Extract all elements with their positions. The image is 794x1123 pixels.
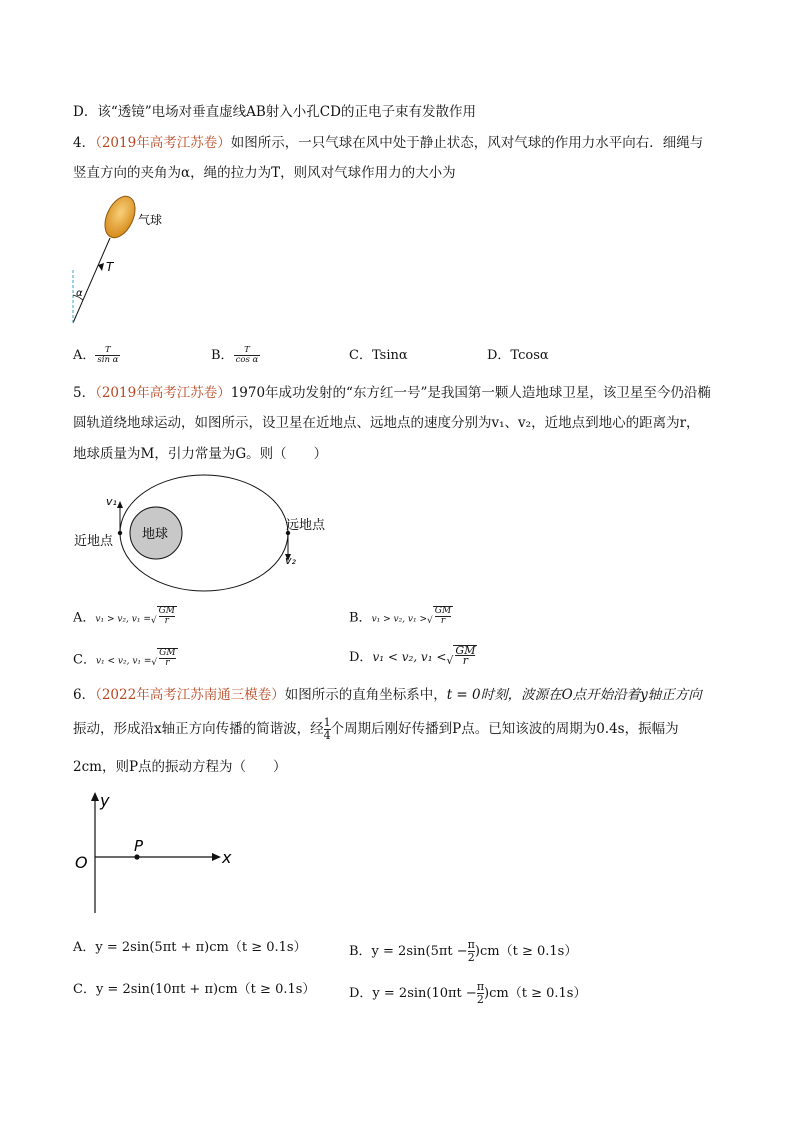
q6-source: （2022年高考江苏南通三模卷） — [95, 687, 285, 703]
balloon-shape — [99, 195, 141, 242]
q5-orbit-figure — [70, 472, 340, 597]
tension-label: T — [106, 260, 114, 274]
q6-option-c[interactable]: C．y = 2sin(10πt + π)cm（t ≥ 0.1s） — [73, 982, 316, 997]
q4-option-c[interactable]: C．Tsinα — [349, 348, 408, 363]
q6-option-b[interactable]: B．y = 2sin(5πt − $\frac{\pi}{2}$ )cm（t ≥ 0.1s） — [349, 938, 578, 964]
v1-label: v₁ — [106, 495, 117, 508]
point-p — [134, 854, 139, 859]
q5-option-b[interactable]: B．v₁ > v₂, v₁ >√ $\frac{GM}{r}$ — [349, 606, 452, 626]
q4-source: （2019年高考江苏卷） — [95, 135, 231, 151]
q5-stem-line2: 圆轨道绕地球运动，如图所示，设卫星在近地点、远地点的速度分别为v₁、v₂，近地点到地心的距离为r， — [73, 415, 700, 431]
q6-stem-line2: 振动，形成沿x轴正方向传播的简谐波，经 $\frac{1}{4}$ 个周期后刚好传播到P点。已知该波的周期为0.4s，振幅为 — [73, 716, 679, 742]
q6-option-d[interactable]: D．y = 2sin(10πt − $\frac{\pi}{2}$ )cm（t ≥ 0.1s） — [349, 980, 587, 1006]
q4-option-b[interactable]: B． $\frac{T}{\text{cos α}}$ — [211, 345, 259, 365]
q5-stem-line1: 5．（2019年高考江苏卷）1970年成功发射的“东方红一号”是我国第一颗人造地球卫星，该卫星至今仍沿椭 — [73, 385, 711, 401]
q5-option-d[interactable]: D．v₁ < v₂, v₁ <√ $\frac{GM}{r}$ — [349, 644, 476, 667]
q6-axis-figure — [70, 788, 240, 918]
rope-line — [73, 238, 110, 323]
q5-option-a[interactable]: A．v₁ > v₂, v₁ =√ $\frac{GM}{r}$ — [73, 606, 176, 626]
q3-option-d: D．该“透镜”电场对垂直虚线AB射入小孔CD的正电子束有发散作用 — [73, 104, 476, 120]
q4-option-a[interactable]: A． $\frac{T}{\text{sin α}}$ — [73, 345, 119, 365]
y-axis-label: y — [100, 791, 110, 810]
q4-balloon-figure — [68, 195, 178, 330]
q4-stem-line1 — [73, 134, 703, 152]
q4-option-d[interactable]: D．Tcosα — [487, 348, 549, 363]
q4-a-fraction: $\frac{T}{\text{sin α}}$ — [97, 345, 119, 365]
angle-label: α — [76, 288, 83, 299]
origin-label: O — [75, 853, 88, 872]
q6-stem-line1: 6．（2022年高考江苏南通三模卷）如图所示的直角坐标系中，t = 0时刻，波源在O点开始沿着y轴正方向 — [73, 687, 702, 703]
earth-label: 地球 — [142, 527, 169, 542]
v2-label: v₂ — [285, 554, 296, 567]
apogee-label: 远地点 — [286, 518, 326, 533]
q6-stem-line3: 2cm，则P点的振动方程为（ ） — [73, 759, 287, 775]
q6-quarter-fraction: $\frac{1}{4}$ — [323, 716, 331, 742]
q5-source: （2019年高考江苏卷） — [95, 385, 231, 401]
q4-text-1: 如图所示，一只气球在风中处于静止状态，风对气球的作用力水平向右．细绳与 — [230, 135, 704, 151]
q5-stem-line3: 地球质量为M，引力常量为G。则（ ） — [73, 446, 328, 462]
q4-number: 4． — [73, 135, 96, 151]
q6-option-a[interactable]: A．y = 2sin(5πt + π)cm（t ≥ 0.1s） — [73, 940, 307, 955]
x-axis-label: x — [222, 848, 232, 867]
balloon-label: 气球 — [138, 213, 163, 227]
q4-stem-line2: 竖直方向的夹角为α，绳的拉力为T，则风对气球作用力的大小为 — [73, 165, 456, 181]
q5-option-c[interactable]: C．v₁ < v₂, v₁ =√ $\frac{GM}{r}$ — [73, 648, 176, 668]
q4-b-fraction: $\frac{T}{\text{cos α}}$ — [235, 345, 259, 365]
perigee-label: 近地点 — [74, 534, 114, 549]
p-label: P — [134, 837, 144, 855]
